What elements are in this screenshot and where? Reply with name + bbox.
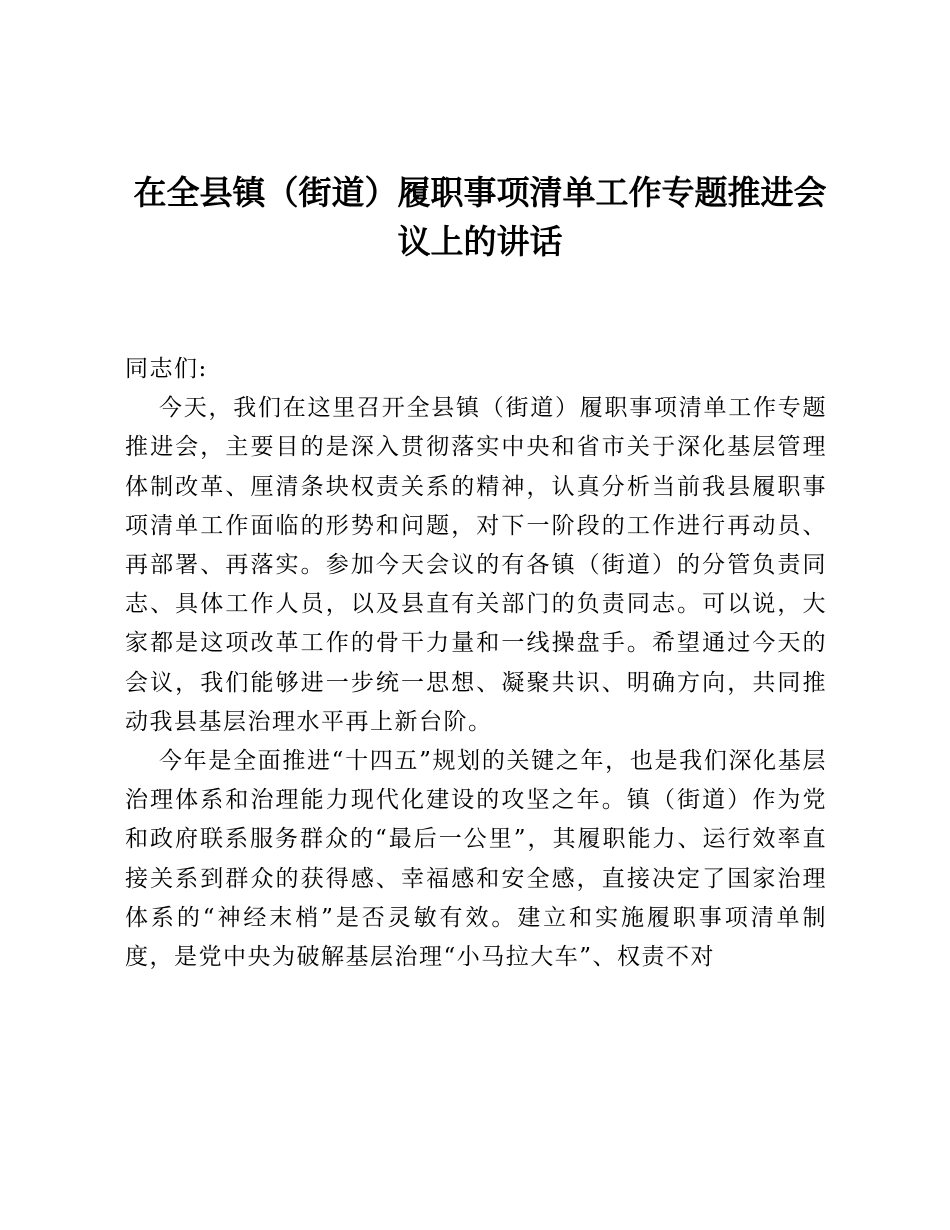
salutation: 同志们:: [125, 356, 208, 382]
document-title: 在全县镇（街道）履职事项清单工作专题推进会议上的讲话: [133, 173, 827, 261]
paragraph-1: 今天，我们在这里召开全县镇（街道）履职事项清单工作专题推进会，主要目的是深入贯彻落实中央和省市关于深化基层管理体制改革、厘清条块权责关系的精神，认真分析当前我县履职事项清单工作面临的形势和问题，对下一阶段的工作进行再动员、再部署、再落实。参加今天会议的有各镇（街道）的分管负责同志、具体工作人员，以及县直有关部门的负责同志。可以说，大家都是这项改革工作的骨干力量和一线操盘手。希望通过今天的会议，我们能够进一步统一思想、凝聚共识、明确方向，共同推动我县基层治理水平再上新台阶。: [125, 395, 827, 735]
document-body: [125, 350, 827, 977]
paragraph-2: 今年是全面推进“十四五”规划的关键之年，也是我们深化基层治理体系和治理能力现代化建设的攻坚之年。镇（街道）作为党和政府联系服务群众的“最后一公里”，其履职能力、运行效率直接关系到群众的获得感、幸福感和安全感，直接决定了国家治理体系的“神经末梢”是否灵敏有效。建立和实施履职事项清单制度，是党中央为破解基层治理“小马拉大车”、权责不对: [125, 748, 827, 971]
